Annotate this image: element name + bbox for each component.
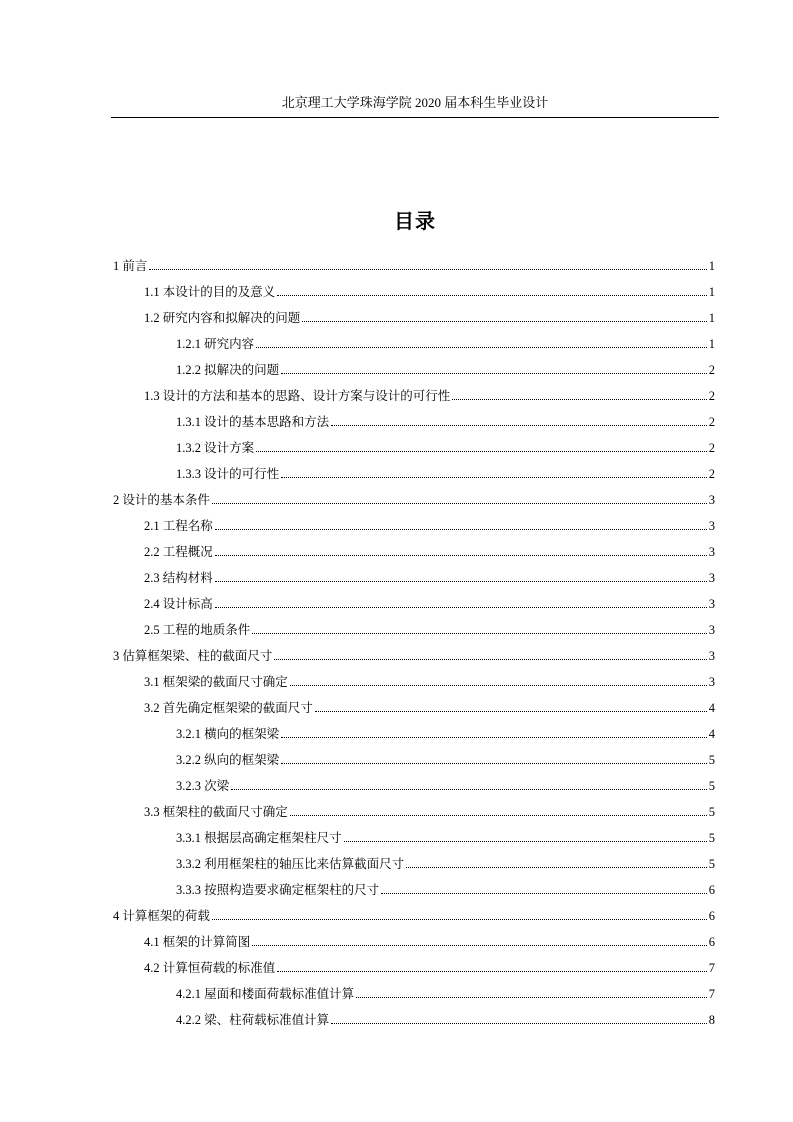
toc-leader-dots	[212, 503, 707, 504]
toc-entry-page-number: 3	[708, 493, 715, 507]
toc-entry[interactable]	[113, 976, 715, 1002]
toc-entry-page-number: 2	[708, 415, 715, 429]
toc-entry[interactable]	[113, 612, 715, 638]
toc-entry[interactable]	[113, 352, 715, 378]
toc-entry-page-number: 1	[708, 311, 715, 325]
toc-entry-label: 2.5 工程的地质条件	[144, 623, 251, 637]
toc-entry[interactable]	[113, 378, 715, 404]
toc-entry[interactable]	[113, 430, 715, 456]
toc-entry[interactable]	[113, 300, 715, 326]
toc-entry-label: 4 计算框架的荷载	[113, 909, 210, 923]
toc-entry[interactable]	[113, 924, 715, 950]
toc-entry-page-number: 3	[708, 675, 715, 689]
toc-entry-page-number: 8	[708, 1013, 715, 1027]
toc-entry-page-number: 3	[708, 623, 715, 637]
toc-entry[interactable]	[113, 820, 715, 846]
toc-leader-dots	[281, 477, 707, 478]
toc-leader-dots	[252, 633, 706, 634]
toc-entry[interactable]	[113, 404, 715, 430]
toc-entry-page-number: 5	[708, 753, 715, 767]
toc-entry-label: 3.2.2 纵向的框架梁	[176, 753, 280, 767]
toc-entry[interactable]	[113, 482, 715, 508]
toc-entry-label: 2 设计的基本条件	[113, 493, 210, 507]
toc-leader-dots	[215, 529, 707, 530]
header-divider	[111, 117, 719, 118]
toc-entry-page-number: 4	[708, 701, 715, 715]
toc-entry-label: 1.2.2 拟解决的问题	[176, 363, 280, 377]
toc-leader-dots	[452, 399, 706, 400]
toc-entry-page-number: 3	[708, 649, 715, 663]
toc-entry-label: 4.2.2 梁、柱荷载标准值计算	[176, 1013, 330, 1027]
toc-leader-dots	[290, 815, 707, 816]
toc-entry[interactable]	[113, 508, 715, 534]
toc-entry[interactable]	[113, 742, 715, 768]
toc-leader-dots	[315, 711, 707, 712]
toc-entry-label: 1.3.1 设计的基本思路和方法	[176, 415, 330, 429]
toc-entry-page-number: 5	[708, 831, 715, 845]
toc-entry-page-number: 2	[708, 467, 715, 481]
toc-entry-label: 1.2.1 研究内容	[176, 337, 255, 351]
toc-leader-dots	[215, 581, 707, 582]
toc-entry[interactable]	[113, 248, 715, 274]
toc-leader-dots	[277, 295, 706, 296]
toc-entry[interactable]	[113, 586, 715, 612]
toc-entry[interactable]	[113, 326, 715, 352]
toc-entry-page-number: 4	[708, 727, 715, 741]
toc-leader-dots	[281, 763, 707, 764]
toc-leader-dots	[277, 971, 706, 972]
toc-leader-dots	[344, 841, 707, 842]
toc-leader-dots	[212, 919, 707, 920]
toc-entry[interactable]	[113, 846, 715, 872]
toc-leader-dots	[231, 789, 707, 790]
toc-leader-dots	[290, 685, 707, 686]
toc-entry-label: 4.2.1 屋面和楼面荷载标准值计算	[176, 987, 355, 1001]
toc-entry[interactable]	[113, 560, 715, 586]
toc-entry-page-number: 6	[708, 935, 715, 949]
toc-entry-label: 3.2.1 横向的框架梁	[176, 727, 280, 741]
toc-leader-dots	[215, 555, 707, 556]
toc-leader-dots	[215, 607, 707, 608]
toc-leader-dots	[149, 269, 706, 270]
toc-entry-page-number: 7	[708, 987, 715, 1001]
toc-entry-page-number: 1	[708, 259, 715, 273]
toc-entry[interactable]	[113, 898, 715, 924]
toc-entry-label: 1 前言	[113, 259, 148, 273]
toc-entry-page-number: 6	[708, 883, 715, 897]
toc-entry[interactable]	[113, 274, 715, 300]
toc-entry-page-number: 2	[708, 389, 715, 403]
toc-entry[interactable]	[113, 690, 715, 716]
page-header: 北京理工大学珠海学院 2020 届本科生毕业设计	[281, 95, 549, 110]
toc-entry-page-number: 3	[708, 519, 715, 533]
toc-entry-label: 2.2 工程概况	[144, 545, 213, 559]
toc-entry-label: 2.1 工程名称	[144, 519, 213, 533]
table-of-contents	[113, 248, 715, 1028]
toc-entry[interactable]	[113, 638, 715, 664]
toc-entry-label: 3.3 框架柱的截面尺寸确定	[144, 805, 288, 819]
toc-leader-dots	[256, 451, 707, 452]
toc-entry-page-number: 5	[708, 857, 715, 871]
toc-leader-dots	[331, 1023, 707, 1024]
toc-leader-dots	[281, 373, 707, 374]
toc-leader-dots	[252, 945, 706, 946]
toc-entry-page-number: 7	[708, 961, 715, 975]
toc-entry[interactable]	[113, 794, 715, 820]
toc-entry[interactable]	[113, 872, 715, 898]
toc-entry-label: 3.2.3 次梁	[176, 779, 230, 793]
toc-entry-page-number: 2	[708, 363, 715, 377]
toc-title: 目录	[394, 211, 436, 233]
toc-leader-dots	[356, 997, 707, 998]
toc-entry-label: 1.2 研究内容和拟解决的问题	[144, 311, 301, 325]
toc-entry-label: 2.4 设计标高	[144, 597, 213, 611]
toc-entry[interactable]	[113, 534, 715, 560]
toc-entry-label: 3.1 框架梁的截面尺寸确定	[144, 675, 288, 689]
toc-entry-label: 3.3.2 利用框架柱的轴压比来估算截面尺寸	[176, 857, 405, 871]
toc-leader-dots	[381, 893, 707, 894]
toc-entry-label: 1.3.2 设计方案	[176, 441, 255, 455]
toc-entry-label: 1.3 设计的方法和基本的思路、设计方案与设计的可行性	[144, 389, 451, 403]
toc-entry-label: 2.3 结构材料	[144, 571, 213, 585]
toc-leader-dots	[281, 737, 707, 738]
toc-entry-label: 4.2 计算恒荷载的标准值	[144, 961, 276, 975]
toc-entry-label: 4.1 框架的计算简图	[144, 935, 251, 949]
toc-leader-dots	[256, 347, 707, 348]
toc-entry-label: 3.3.3 按照构造要求确定框架柱的尺寸	[176, 883, 380, 897]
toc-entry[interactable]	[113, 716, 715, 742]
toc-entry-label: 1.1 本设计的目的及意义	[144, 285, 276, 299]
toc-leader-dots	[406, 867, 707, 868]
toc-entry-label: 3 估算框架梁、柱的截面尺寸	[113, 649, 273, 663]
toc-leader-dots	[274, 659, 706, 660]
toc-leader-dots	[302, 321, 706, 322]
toc-entry[interactable]	[113, 664, 715, 690]
toc-entry-label: 3.3.1 根据层高确定框架柱尺寸	[176, 831, 342, 845]
toc-entry-page-number: 3	[708, 545, 715, 559]
toc-entry-page-number: 3	[708, 571, 715, 585]
toc-entry[interactable]	[113, 768, 715, 794]
toc-entry[interactable]	[113, 950, 715, 976]
toc-entry[interactable]	[113, 1002, 715, 1028]
toc-entry-page-number: 6	[708, 909, 715, 923]
toc-entry-page-number: 5	[708, 805, 715, 819]
toc-entry-page-number: 1	[708, 337, 715, 351]
toc-entry-label: 1.3.3 设计的可行性	[176, 467, 280, 481]
toc-entry-label: 3.2 首先确定框架梁的截面尺寸	[144, 701, 313, 715]
toc-entry-page-number: 3	[708, 597, 715, 611]
toc-entry-page-number: 2	[708, 441, 715, 455]
toc-entry-page-number: 1	[708, 285, 715, 299]
toc-entry-page-number: 5	[708, 779, 715, 793]
toc-leader-dots	[331, 425, 707, 426]
toc-entry[interactable]	[113, 456, 715, 482]
